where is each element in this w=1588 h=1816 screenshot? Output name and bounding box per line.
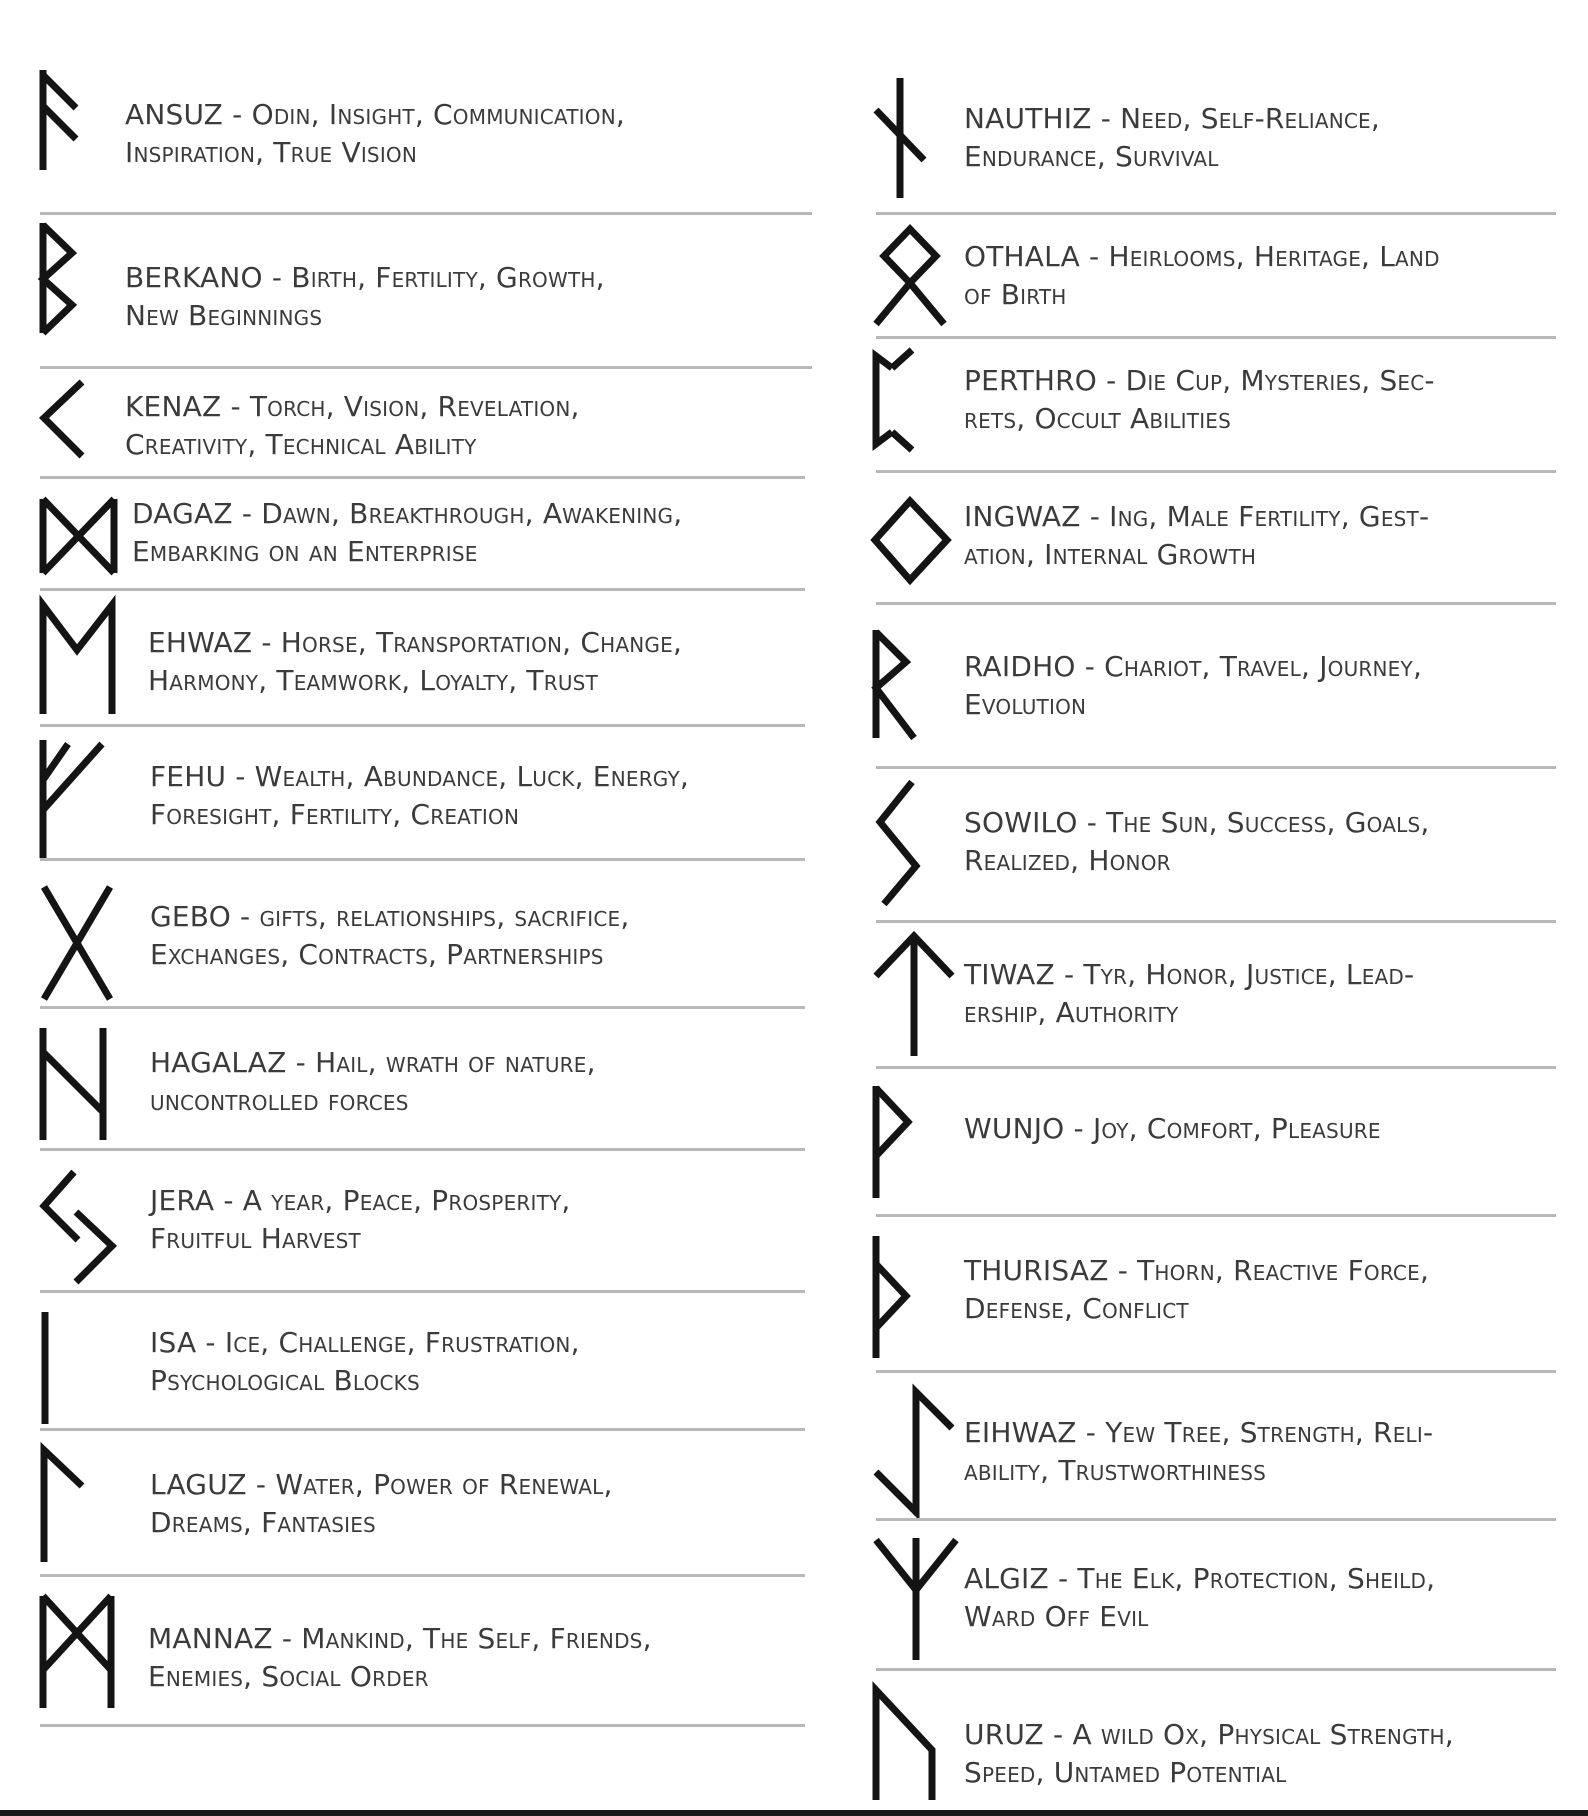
uruz-rune-icon [872, 1686, 942, 1802]
berkano-rune-icon [40, 223, 100, 333]
rune-description: TIWAZ - Tyr, Honor, Justice, Lead- ership, Authority [964, 958, 1415, 1029]
rune-name: LAGUZ [150, 1468, 247, 1501]
rune-description: EHWAZ - Horse, Transportation, Change, Harmony, Teamwork, Loyalty, Trust [148, 626, 683, 697]
divider [40, 1006, 805, 1009]
thurisaz-rune-icon [872, 1236, 922, 1360]
rune-description: DAGAZ - Dawn, Breakthrough, Awakening, Embarking on an Enterprise [132, 497, 683, 568]
rune-name: RAIDHO [964, 650, 1076, 683]
rune-description: RAIDHO - Chariot, Travel, Journey, Evolution [964, 650, 1423, 721]
wunjo-rune-icon [872, 1086, 922, 1200]
kenaz-rune-icon [40, 380, 100, 460]
fehu-rune-icon [40, 740, 110, 860]
eihwaz-rune-icon [872, 1388, 962, 1514]
isa-rune-icon [40, 1312, 60, 1426]
rune-description: MANNAZ - Mankind, The Self, Friends, Enemies, Social Order [148, 1622, 652, 1693]
dagaz-rune-icon [40, 497, 120, 575]
divider [876, 1668, 1556, 1671]
jera-rune-icon [40, 1168, 120, 1284]
divider [876, 1518, 1556, 1521]
rune-description: FEHU - Wealth, Abundance, Luck, Energy, Foresight, Fertility, Creation [150, 760, 690, 831]
rune-name: EHWAZ [148, 626, 253, 659]
rune-name: INGWAZ [964, 500, 1081, 533]
divider [40, 212, 812, 215]
rune-name: OTHALA [964, 240, 1080, 273]
ingwaz-rune-icon [872, 498, 952, 584]
rune-name: DAGAZ [132, 497, 233, 530]
rune-description: HAGALAZ - Hail, wrath of nature, uncontrolled forces [150, 1046, 596, 1117]
rune-name: GEBO [150, 900, 231, 933]
rune-description: ANSUZ - Odin, Insight, Communication, Inspiration, True Vision [125, 98, 625, 169]
rune-description: GEBO - gifts, relationships, sacrifice, Exchanges, Contracts, Partnerships [150, 900, 630, 971]
rune-description: NAUTHIZ - Need, Self-Reliance, Endurance, Survival [964, 102, 1380, 173]
rune-description: EIHWAZ - Yew Tree, Strength, Reli- ability, Trustworthiness [964, 1416, 1434, 1487]
gebo-rune-icon [40, 884, 115, 1002]
rune-description: INGWAZ - Ing, Male Fertility, Gest- ation, Internal Growth [964, 500, 1430, 571]
hagalaz-rune-icon [40, 1026, 110, 1142]
bottom-border [0, 1810, 1588, 1816]
ehwaz-rune-icon [40, 602, 120, 716]
divider [40, 1574, 805, 1577]
divider [40, 1290, 805, 1293]
divider [40, 1724, 805, 1727]
algiz-rune-icon [872, 1536, 962, 1662]
divider [876, 766, 1556, 769]
othala-rune-icon [872, 226, 952, 328]
divider [876, 212, 1556, 215]
rune-name: ALGIZ [964, 1562, 1049, 1595]
divider [40, 1148, 805, 1151]
divider [876, 602, 1556, 605]
tiwaz-rune-icon [872, 932, 962, 1058]
rune-name: NAUTHIZ [964, 102, 1092, 135]
rune-name: KENAZ [125, 390, 222, 423]
nauthiz-rune-icon [872, 78, 932, 200]
rune-description: PERTHRO - Die Cup, Mysteries, Sec- rets, Occult Abilities [964, 364, 1435, 435]
rune-name: WUNJO [964, 1112, 1065, 1145]
divider [40, 858, 805, 861]
rune-name: TIWAZ [964, 958, 1055, 991]
rune-name: BERKANO [125, 261, 263, 294]
rune-description: WUNJO - Joy, Comfort, Pleasure [964, 1112, 1381, 1145]
rune-description: JERA - A year, Peace, Prosperity, Fruitful Harvest [150, 1184, 571, 1255]
rune-description: SOWILO - The Sun, Success, Goals, Realized, Honor [964, 806, 1430, 877]
rune-name: SOWILO [964, 806, 1078, 839]
rune-name: EIHWAZ [964, 1416, 1077, 1449]
raidho-rune-icon [872, 630, 932, 740]
laguz-rune-icon [40, 1446, 90, 1564]
ansuz-rune-icon [40, 70, 100, 180]
rune-name: ANSUZ [125, 98, 224, 131]
rune-description: LAGUZ - Water, Power of Renewal, Dreams, Fantasies [150, 1468, 613, 1539]
rune-description: KENAZ - Torch, Vision, Revelation, Creativity, Technical Ability [125, 390, 580, 461]
rune-name: FEHU [150, 760, 227, 793]
rune-description: OTHALA - Heirlooms, Heritage, Land of Birth [964, 240, 1440, 311]
divider [876, 1370, 1556, 1373]
rune-name: JERA [150, 1184, 215, 1217]
mannaz-rune-icon [40, 1594, 118, 1710]
rune-name: PERTHRO [964, 364, 1098, 397]
perthro-rune-icon [872, 348, 932, 454]
rune-description: THURISAZ - Thorn, Reactive Force, Defense, Conflict [964, 1254, 1430, 1325]
rune-description: URUZ - A wild Ox, Physical Strength, Speed, Untamed Potential [964, 1718, 1454, 1789]
divider [876, 920, 1556, 923]
divider [40, 366, 812, 369]
rune-name: ISA [150, 1326, 197, 1359]
divider [40, 1428, 805, 1431]
rune-name: THURISAZ [964, 1254, 1109, 1287]
divider [40, 476, 805, 479]
rune-description: ISA - Ice, Challenge, Frustration, Psychological Blocks [150, 1326, 580, 1397]
rune-description: BERKANO - Birth, Fertility, Growth, New Beginnings [125, 261, 605, 332]
divider [40, 588, 805, 591]
sowilo-rune-icon [872, 780, 932, 908]
divider [876, 1214, 1556, 1217]
divider [876, 336, 1556, 339]
rune-description: ALGIZ - The Elk, Protection, Sheild, Ward Off Evil [964, 1562, 1436, 1633]
divider [876, 1066, 1556, 1069]
rune-name: MANNAZ [148, 1622, 273, 1655]
divider [40, 724, 805, 727]
rune-name: URUZ [964, 1718, 1044, 1751]
divider [876, 470, 1556, 473]
rune-name: HAGALAZ [150, 1046, 287, 1079]
